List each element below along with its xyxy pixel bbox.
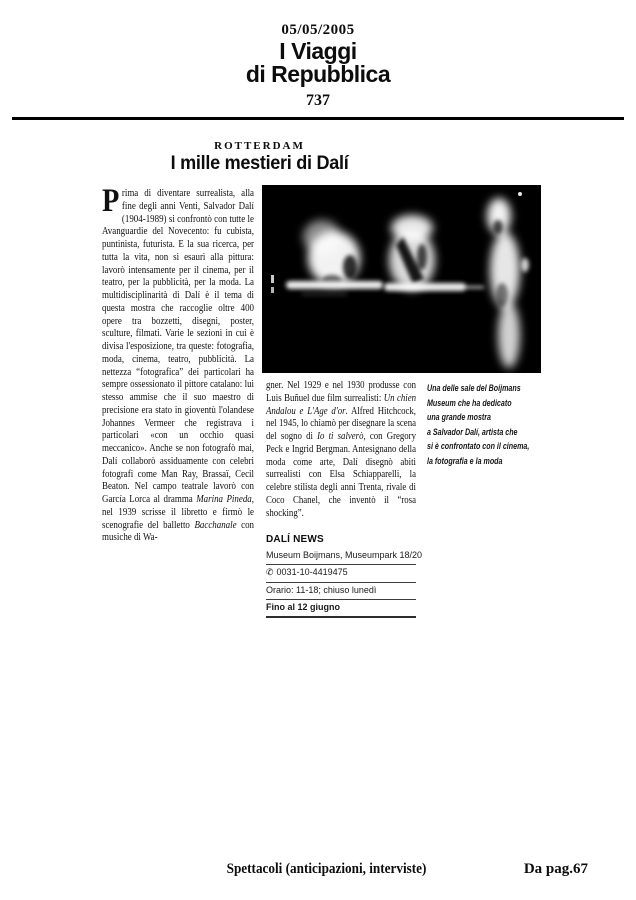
exhibition-photo xyxy=(262,185,541,373)
magazine-title-line1: I Viaggi xyxy=(279,38,357,64)
photo-caption-text: Una delle sale del Boijmans Museum che ha dedicato una grande mostra a Salvador Dalí, artista che si è confrontato con il cinema, la fotografia e la moda xyxy=(427,383,530,466)
phone-number: 0031-10-4419475 xyxy=(276,567,348,577)
magazine-title-line2: di Repubblica xyxy=(245,61,391,87)
footer-section-text: Spettacoli (anticipazioni, interviste) xyxy=(227,861,427,877)
masthead-rule xyxy=(12,117,624,120)
footer-page-reference: Da pag.67 xyxy=(523,861,588,877)
opening-hours: Orario: 11-18; chiuso lunedì xyxy=(266,585,377,595)
news-box-title: DALÍ NEWS xyxy=(266,534,324,545)
article-column-1-text xyxy=(102,183,255,545)
news-row-hours xyxy=(266,583,416,600)
article-column-2 xyxy=(266,380,416,520)
headline-block xyxy=(102,141,417,173)
article-column-2-text: gner. Nel 1929 e nel 1930 produsse con Luis Buñuel due film surrealisti: Un chien Andalou e L'Age d'or. Alfred Hitchcock, nel 1945, lo chiamò per disegnare la scena del sogno di Io ti salverò, con Gregory Peck e Ingrid Bergman. Antesignano della moda come arte, Dalí disegnò abiti surrealisti con Elsa Schiapparelli, la celebre stilista degli anni Trenta, rivale di Coco Chanel, che inventò il “rosa shocking”. xyxy=(266,380,417,519)
photo-caption xyxy=(427,381,541,469)
phone-icon: ✆ xyxy=(266,568,274,578)
exhibition-photo-art xyxy=(262,185,541,373)
museum-address: Museum Boijmans, Museumpark 18/20 xyxy=(266,550,423,560)
issue-number: 737 xyxy=(306,92,330,109)
masthead xyxy=(0,22,636,109)
news-row-deadline xyxy=(266,600,416,618)
exhibition-end-date: Fino al 12 giugno xyxy=(266,602,340,612)
footer-section-label xyxy=(102,861,552,878)
magazine-title xyxy=(0,40,636,86)
issue-date: 05/05/2005 xyxy=(281,22,355,38)
article-headline xyxy=(102,154,417,173)
article-column-1 xyxy=(102,183,255,545)
news-row-address xyxy=(266,548,423,565)
dropcap: P xyxy=(102,183,120,219)
news-row-phone xyxy=(266,565,416,583)
article-headline-text: I mille mestieri di Dalí xyxy=(170,153,349,174)
news-info-box xyxy=(266,534,423,618)
kicker: ROTTERDAM xyxy=(214,140,305,152)
column-1-body: rima di diventare surrealista, alla fine degli anni Venti, Salvador Dalí (1904-1989) si confrontò con tutte le Avanguardie del Novecento: fu cubista, puntinista, futurista. E la sua ricerca, per tutta la vita, non si esaurì alla pittura: lavorò intensamente per il cinema, per il teatro, per la pubblicità, per la moda. La multidisciplinarità di Dalí è il tema di questa mostra che raccoglie oltre 400 opere tra bozzetti, disegni, poster, sculture, filmati. Varie le sezioni in cui è divisa l'esposizione, tra queste: fotografia, moda, cinema, teatro, pubblicità. La nettezza “fotografica” dei particolari ha sempre ossessionato il pittore catalano: lui stesso ammise che il suo maestro di precisione era stato in gioventù l'olandese Johannes Vermeer che registrava i particolari «con un occhio quasi meccanico». Anche se non fotografò mai, Dalí collaborò assiduamente con celebri fotografi come Man Ray, Brassaï, Cecil Beaton. Nel campo teatrale lavorò con García Lorca al dramma Marina Pineda, nel 1939 scrisse il libretto e firmò le scenografie del balletto Bacchanale con musiche di Wa- xyxy=(102,188,255,544)
